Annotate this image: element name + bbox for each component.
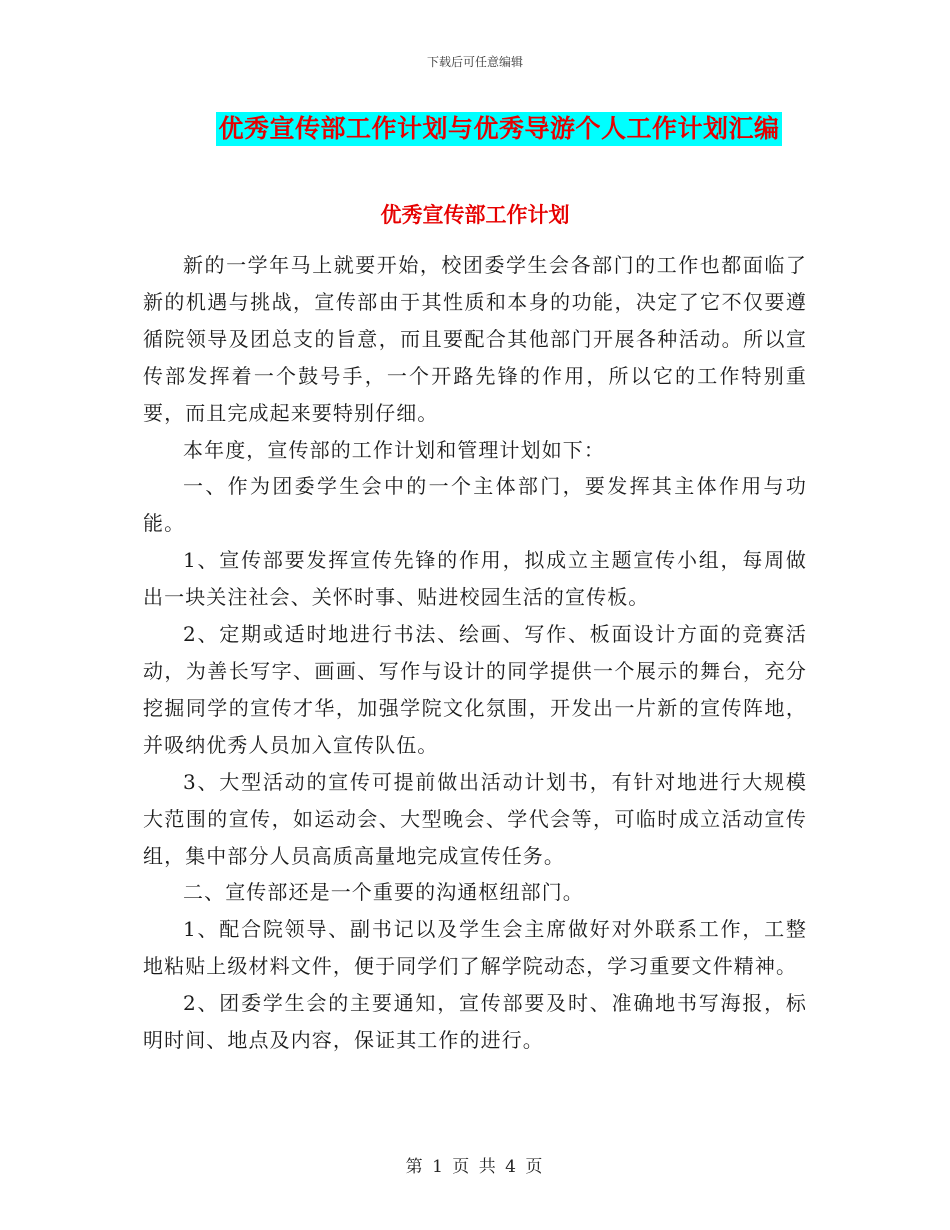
paragraph: 1、配合院领导、副书记以及学生会主席做好对外联系工作，工整地粘贴上级材料文件，便于同学们了解学院动态，学习重要文件精神。 [143, 917, 807, 979]
document-title-container [0, 112, 950, 146]
page-number-footer: 第 1 页 共 4 页 [405, 1157, 545, 1177]
paragraph: 1、宣传部要发挥宣传先锋的作用，拟成立主题宣传小组，每周做出一块关注社会、关怀时事、贴进校园生活的宣传板。 [143, 548, 807, 610]
document-title: 优秀宣传部工作计划与优秀导游个人工作计划汇编 [216, 112, 781, 146]
document-body [143, 247, 807, 1059]
page-header-note: 下载后可任意编辑 [426, 55, 523, 69]
paragraph: 2、定期或适时地进行书法、绘画、写作、板面设计方面的竞赛活动，为善长写字、画画、写作与设计的同学提供一个展示的舞台，充分挖掘同学的宣传才华，加强学院文化氛围，开发出一片新的宣传阵地，并吸纳优秀人员加入宣传队伍。 [143, 622, 807, 757]
paragraph: 2、团委学生会的主要通知，宣传部要及时、准确地书写海报，标明时间、地点及内容，保证其工作的进行。 [143, 991, 807, 1053]
paragraph: 本年度，宣传部的工作计划和管理计划如下： [183, 437, 605, 462]
section-title: 优秀宣传部工作计划 [380, 203, 570, 227]
paragraph: 二、宣传部还是一个重要的沟通枢纽部门。 [183, 880, 584, 905]
paragraph: 新的一学年马上就要开始，校团委学生会各部门的工作也都面临了新的机遇与挑战，宣传部由于其性质和本身的功能，决定了它不仅要遵循院领导及团总支的旨意，而且要配合其他部门开展各种活动。所以宣传部发挥着一个鼓号手，一个开路先锋的作用，所以它的工作特别重要，而且完成起来要特别仔细。 [143, 253, 807, 425]
paragraph: 一、作为团委学生会中的一个主体部门，要发挥其主体作用与功能。 [143, 474, 807, 536]
paragraph: 3、大型活动的宣传可提前做出活动计划书，有针对地进行大规模大范围的宣传，如运动会、大型晚会、学代会等，可临时成立活动宣传组，集中部分人员高质高量地完成宣传任务。 [143, 769, 807, 868]
